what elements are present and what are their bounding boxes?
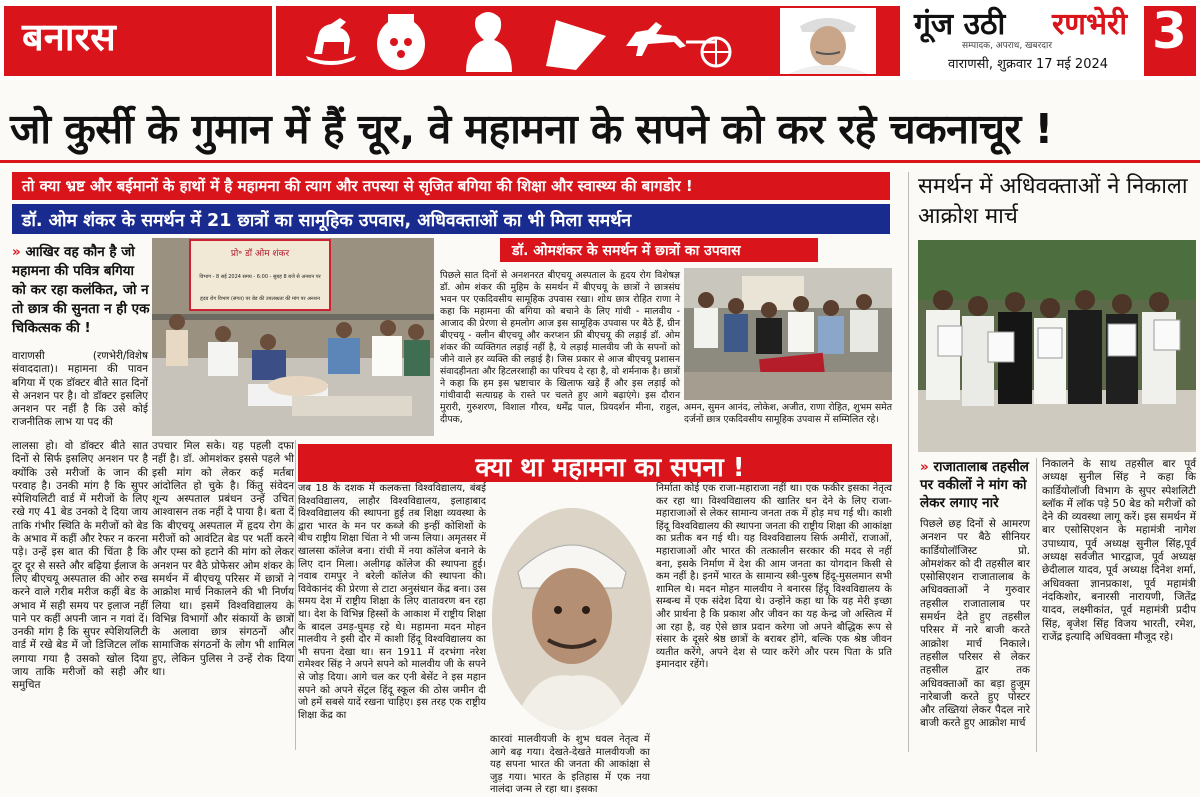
feature-col1: जब 18 के दशक में कलकत्ता विश्वविद्यालय, बंबई विश्वविद्यालय, लाहौर विश्वविद्यालय, इलाहाबाद विश्वविद्यालय की स्थापना हुई तब शिक्षा व्यवस्था के द्वारा भारत के मन पर कब्जे की इन्हीं कोशिशों के बीच राष्ट्रीय शिक्षा चिंता ने भी जन्म लिया। अमृतसर में खालसा कॉलेज बना। रांची में नया कॉलेज बनाने के लिए दान मिला। अलीगढ़ कॉलेज की स्थापना हुई। नवाब रामपुर ने बरेली कॉलेज की स्थापना की। विवेकानंद की प्रेरणा से टाटा अनुसंधान केंद्र बना। उस समय देश में राष्ट्रीय शिक्षा के लिए वातावरण बन रहा था। देश के विभिन्न हिस्सों के आकाश में राष्ट्रीय शिक्षा के बादल उमड़-घुमड़ रहे थे। महामना मदन मोहन मालवीय ने इसी दौर में काशी हिंदू विश्वविद्यालय का भी सपना देखा था। सन 1911 में दरभंगा नरेश रामेश्वर सिंह ने अपने सपने को मालवीय जी के सपने से जोड़ दिया। आगे चल कर एनी बेसेंट ने इस महान सपने को अपने सेंट्रल हिंदू स्कूल की ठोस जमीन दी जो हमें सबसे यादें रखना चाहिए। इस तरह एक राष्ट्रीय शिक्षा केंद्र का — [298, 483, 486, 721]
center-story-body: पिछले सात दिनों से अनशनरत बीएचयू अस्पताल के हृदय रोग विशेषज्ञ डॉ. ओम शंकर की मुहिम के समर्थन में बीएचयू के छात्रों ने छात्रसंघ भवन पर एकदिवसीय सामूहिक उपवास रखा। शोध छात्र रोहित राणा ने कहा कि महामना की बगिया को बचाने के लिए गांधी - मालवीय - आजाद की प्रेरणा से हमलोग आज इस सामूहिक उपवास पर बैठे हैं, ग्रीन बीएचयू - क्लीन बीएचयू और करप्शन फ्री बीएचयू की लड़ाई डॉ. ओम शंकर की व्यक्तिगत लड़ाई नहीं है, ये लड़ाई मालवीय जी के सपनों को जीने वाले हर व्यक्ति की लड़ाई है। जिस प्रकार से आज बीएचयू प्रशासन संवादहीनता और हिटलरशाही का परिचय दे रहा है, वो शर्मनाक है। छात्रों ने कहा कि हम इस भ्रष्टाचार के खिलाफ खड़े हैं और इस लड़ाई को गांधीवादी सत्याग्रह के रास्ते पर चलते हुए आगे बढ़ाएंगे। इस दौरान मुरारी, गुरुशरण, विशाल गौरव, धर्मेंद्र पाल, प्रियदर्शन मीना, राहुल, दीपक, — [440, 270, 680, 425]
kicker-chevron: » — [920, 459, 929, 475]
headline-rule — [0, 160, 1200, 163]
left-story-lead: वाराणसी (रणभेरी/विशेष संवाददाता)। महामना की पावन बगिया में एक डॉक्टर बीते सात दिनों से अनशन पर है। वो डॉक्टर इसलिए अनशन पर नहीं है कि उसे कोई राजनीतिक लाभ या पद की — [12, 350, 148, 429]
right-story-col2: निकालने के साथ तहसील बार पूर्व अध्यक्ष सुनील सिंह ने कहा कि कार्डियोलॉजी विभाग के सुपर स्पेशलिटी ब्लॉक में लॉक पड़े 50 बेड को मरीजों को देने की व्यवस्था लागू करें। इस समर्थन में बार एसोसिएशन के महामंत्री नागेश उपाध्याय, पूर्व अध्यक्ष सुनील सिंह,पूर्व अध्यक्ष सर्वजीत भारद्वाज, पूर्व अध्यक्ष छेदीलाल यादव, पूर्व अध्यक्ष दिनेश शर्मा, अधिवक्ता ज्ञानप्रकाश, पूर्व महामंत्री नंदकिशोर, बनारसी नारायणी, जितेंद्र यादव, लक्ष्मीकांत, पूर्व महामंत्री प्रदीप सिंह, बृजेश सिंह विजय भारती, रमेश, राजेंद्र इत्यादि अधिवक्ता मौजूद रहे। — [1042, 458, 1196, 643]
banner-line2: विभाग - 8 सई 2024 समय - 6:00 - सुबह 8 बजे से अनशन पर — [199, 274, 321, 280]
kicker-chevron: » — [12, 244, 21, 260]
malaviya-portrait-icon — [780, 8, 876, 74]
banner-line3: हृदय रोग विभाग (संगत) पर बेड की उपलब्धता की मांग पर अनशन — [200, 296, 320, 302]
page-number: 3 — [1152, 2, 1187, 60]
left-story-headline — [12, 243, 150, 338]
malaviya-portrait — [492, 508, 652, 730]
feature-col3: निर्माता कोई एक राजा-महाराजा नहीं था। एक फकीर इसका नेतृत्व कर रहा था। विश्वविद्यालय की खातिर धन देने के लिए राजा-महाराजाओं से लेकर सामान्य जनता तक में होड़ मच गई थी। काशी हिंदू विश्वविद्यालय की स्थापना जनता की राष्ट्रीय शिक्षा की आकांक्षा का प्रतीक बन गई थी। यह विश्वविद्यालय सिर्फ अमीरों, राजाओं, महाराजाओं और भारत की तत्कालीन सरकार की मदद से नहीं बना, इसके निर्माण में देश की आम जनता का योगदान किसी से कम नहीं है। इनमें भारत के सामान्य स्त्री-पुरुष हिंदू-मुसलमान सभी शामिल थे। मदन मोहन मालवीय ने बनारस हिंदू विश्वविद्यालय के सम्बन्ध में एक संदेश दिया थे। उन्होंने कहा था कि यह मेरी इच्छा और प्रार्थना है कि प्रकाश और जीवन का यह केन्द्र जो अस्तित्व में आ रहा है, वह ऐसे छात्र प्रदान करेगा जो अपने बौद्धिक रूप से संसार के दूसरे श्रेष्ठ छात्रों के बराबर होंगे, बल्कि एक श्रेष्ठ जीवन व्यतीत करेंगे, अपने देश से प्यार करेंगे और परम पिता के प्रति इमानदार रहेंगे। — [656, 483, 892, 671]
column-rule — [1036, 458, 1037, 752]
right-story-col1: पिछले छह दिनों से आमरण अनशन पर बैठे सीनियर कार्डियोलॉजिस्ट प्रो. ओमशंकर को दी तहसील बार एसोसिएशन राजातालाब के अधिवक्ताओं ने गुरुवार तहसील राजातालाब पर समर्थन देते हुए तहसील परिसर में नारे बाजी करते आक्रोश मार्च निकाले। तहसील परिसर से लेकर तहसील द्वार तक अधिवक्ताओं का बड़ा हुजूम नारेबाजी करते हुए पोस्टर और तख्तियां लेकर पैदल नारे बाजी करते हुए आक्रोश मार्च — [920, 518, 1030, 730]
brand-name-part2: रणभेरी — [1052, 7, 1128, 42]
subhead-blue: डॉ. ओम शंकर के समर्थन में 21 छात्रों का सामूहिक उपवास, अधिवक्ताओं का भी मिला समर्थन — [22, 211, 632, 231]
issue-dateline: वाराणसी, शुक्रवार 17 मई 2024 — [948, 57, 1109, 72]
center-strip-title: डॉ. ओमशंकर के समर्थन में छात्रों का उपवास — [512, 243, 741, 259]
heritage-motif-band — [276, 6, 900, 76]
drum-icon — [546, 20, 606, 70]
hunger-strike-photo — [152, 238, 434, 436]
right-story-headline: समर्थन में अधिवक्ताओं ने निकाला आक्रोश मार्च — [918, 174, 1188, 229]
lawyers-march-photo — [918, 240, 1196, 452]
woman-portrait-icon — [466, 12, 512, 72]
students-fast-caption: अमन, सुमन आनंद, लोकेश, अजीत, राणा रोहित, शुभम समेत दर्जनों छात्र एकदिवसीय सामूहिक उपवास में सम्मिलित रहे। — [684, 402, 892, 425]
feature-col2-tail: कारवां मालवीयजी के शुभ धवल नेतृत्व में आगे बढ़ गया। देखते-देखते मालवीयजी का यह सपना भारत की जनता की आकांक्षा से जुड़ गया। भारत के इतिहास में एक नया नालंदा जन्म ले रहा था। इसका — [490, 734, 650, 796]
rocking-horse-icon — [306, 18, 356, 65]
left-story-col2: उपचार मिल सके। यह पहली दफा नहीं है। डॉ. ओमशंकर इससे पहले भी इसी मांग को लेकर कई मर्तबा आंदोलित हो चुके है। किंतु संवेदन शून्य अस्पताल प्रबंधन उन्हें उचित आश्वासन तक नहीं दे पाया है। बता दें कि बीएचयू अस्पताल में हृदय रोग के मरीजों को आवंटित बेड पर भर्ती करने और एम्स को हटाने की मांग को लेकर अनशन पर बैठे प्रोफेसर ओम शंकर के समर्थन में बीएचयू परिसर में छात्रों ने आक्रोश मार्च निकालने की भी निर्णय लिया था। इसमें विश्वविद्यालय के विभिन्न विभागों और संकायों के छात्रों के अलावा छात्र संगठनों और सामाजिक संगठनों के लोग भी शामिल हुए, लेकिन पुलिस ने उन्हें रोक दिया था। — [152, 440, 294, 679]
horse-cart-icon — [626, 22, 730, 66]
left-story-col1: लालसा हो। वो डॉक्टर बीते सात दिनों से सिर्फ इसलिए अनशन पर है क्योंकि उसे मरीजों के जान की परवाह है। उनकी मांग है कि सुपर स्पेशियलिटी वार्ड में मरीजों के लिए रखे गए 41 बेड उनको दे दिया जाय ताकि गंभीर स्थिति के मरीजों को बेड के अभाव में कहीं और रेफर न करना पड़े। उन्हें इस बात की चिंता है कि दूर दूर से सस्ते और बढ़िया ईलाज के लिए बीएचयू अस्पताल की ओर रुख करने वाले गरीब मरीज कहीं बेड के अभाव में सही समय पर इलाज नहीं पाने पर कहीं अपनी जान न गवां दें। उनकी मांग है कि सुपर स्पेशियलिटी वार्ड में रखे बेड में जो डिजिटल लॉक लगाया गया है उसको खोल दिया जाय ताकि मरीजों को सही और समुचित — [12, 440, 148, 692]
brand-tagline: सम्पादक, अपराध, खबरदार — [962, 41, 1053, 51]
column-rule — [295, 440, 296, 750]
students-fast-photo — [684, 268, 892, 400]
banner-line1: प्रो॰ डॉ ओम शंकर — [230, 249, 290, 259]
pot-icon — [377, 14, 425, 70]
column-rule — [908, 172, 909, 752]
section-label: बनारस — [22, 15, 116, 59]
main-headline: जो कुर्सी के गुमान में हैं चूर, वे महामना के सपने को कर रहे चकनाचूर ! — [10, 105, 1053, 153]
brand-name-part1: गूंज उठी — [914, 7, 1006, 42]
left-story-headline-text: आखिर वह कौन है जो महामना की पवित्र बगिया को कर रहा कलंकित, जो न तो छात्र की सुनता न ही एक चिकित्सक की ! — [12, 244, 150, 336]
right-story-subheadline-text: राजातालाब तहसील पर वकीलों ने मांग को लेकर लगाए नारे — [920, 459, 1029, 511]
feature-title: क्या था महामना का सपना ! — [475, 453, 745, 483]
subhead-red: तो क्या भ्रष्ट और बईमानों के हाथों में है महामना की त्याग और तपस्या से सृजित बगिया की शिक्षा और स्वास्थ्य की बागडोर ! — [22, 177, 693, 195]
right-story-subheadline — [920, 458, 1034, 512]
